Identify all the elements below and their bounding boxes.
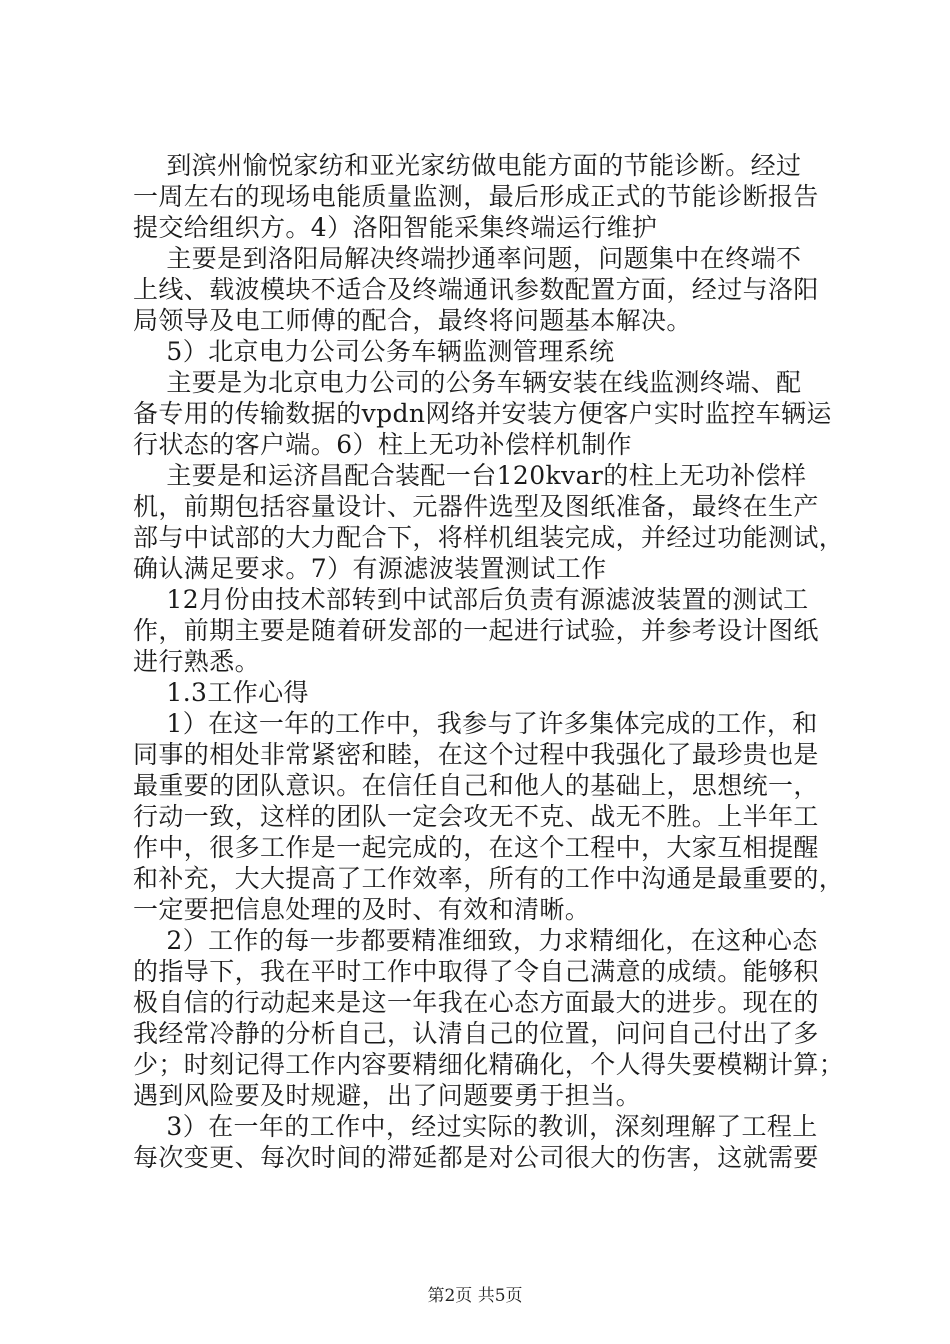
text-line: 局领导及电工师傅的配合，最终将问题基本解决。 [133, 306, 692, 335]
text-line: 5）北京电力公司公务车辆监测管理系统 [133, 337, 615, 366]
text-line: 少；时刻记得工作内容要精细化精确化，个人得失要模糊计算； [133, 1050, 845, 1079]
text-line: 主要是为北京电力公司的公务车辆安装在线监测终端、配 [133, 368, 802, 397]
text-line: 2）工作的每一步都要精准细致，力求精细化，在这种心态 [133, 926, 818, 955]
text-line: 作，前期主要是随着研发部的一起进行试验，并参考设计图纸 [133, 616, 819, 645]
text-line: 最重要的团队意识。在信任自己和他人的基础上，思想统一， [133, 771, 819, 800]
text-line: 作中，很多工作是一起完成的，在这个工程中，大家互相提醒 [133, 833, 819, 862]
document-body [133, 150, 845, 1173]
text-line: 行动一致，这样的团队一定会攻无不克、战无不胜。上半年工 [133, 802, 819, 831]
page-number-footer: 第2页 共5页 [427, 1286, 523, 1306]
text-line: 主要是和运济昌配合装配一台120kvar的柱上无功补偿样 [133, 461, 807, 490]
text-line: 遇到风险要及时规避，出了问题要勇于担当。 [133, 1081, 642, 1110]
text-line: 的指导下，我在平时工作中取得了令自己满意的成绩。能够积 [133, 957, 819, 986]
text-line: 部与中试部的大力配合下，将样机组装完成，并经过功能测试， [133, 523, 845, 552]
text-line: 极自信的行动起来是这一年我在心态方面最大的进步。现在的 [133, 988, 819, 1017]
text-line: 一周左右的现场电能质量监测，最后形成正式的节能诊断报告 [133, 182, 819, 211]
text-line: 进行熟悉。 [133, 647, 261, 676]
text-line: 上线、载波模块不适合及终端通讯参数配置方面，经过与洛阳 [133, 275, 819, 304]
text-line: 我经常冷静的分析自己，认清自己的位置，问问自己付出了多 [133, 1019, 819, 1048]
text-line: 机，前期包括容量设计、元器件选型及图纸准备，最终在生产 [133, 492, 819, 521]
text-line: 到滨州愉悦家纺和亚光家纺做电能方面的节能诊断。经过 [133, 151, 802, 180]
text-line: 备专用的传输数据的vpdn网络并安装方便客户实时监控车辆运 [133, 399, 832, 428]
text-line: 和补充，大大提高了工作效率，所有的工作中沟通是最重要的， [133, 864, 845, 893]
section-heading: 1.3工作心得 [133, 678, 309, 707]
text-line: 12月份由技术部转到中试部后负责有源滤波装置的测试工 [133, 585, 809, 614]
text-line: 行状态的客户端。6）柱上无功补偿样机制作 [133, 430, 632, 459]
text-line: 一定要把信息处理的及时、有效和清晰。 [133, 895, 591, 924]
text-line: 1）在这一年的工作中，我参与了许多集体完成的工作，和 [133, 709, 818, 738]
text-line: 提交给组织方。4）洛阳智能采集终端运行维护 [133, 213, 658, 242]
text-line: 每次变更、每次时间的滞延都是对公司很大的伤害，这就需要 [133, 1143, 819, 1172]
text-line: 主要是到洛阳局解决终端抄通率问题，问题集中在终端不 [133, 244, 802, 273]
text-line: 3）在一年的工作中，经过实际的教训，深刻理解了工程上 [133, 1112, 818, 1141]
text-line: 确认满足要求。7）有源滤波装置测试工作 [133, 554, 607, 583]
text-line: 同事的相处非常紧密和睦，在这个过程中我强化了最珍贵也是 [133, 740, 819, 769]
